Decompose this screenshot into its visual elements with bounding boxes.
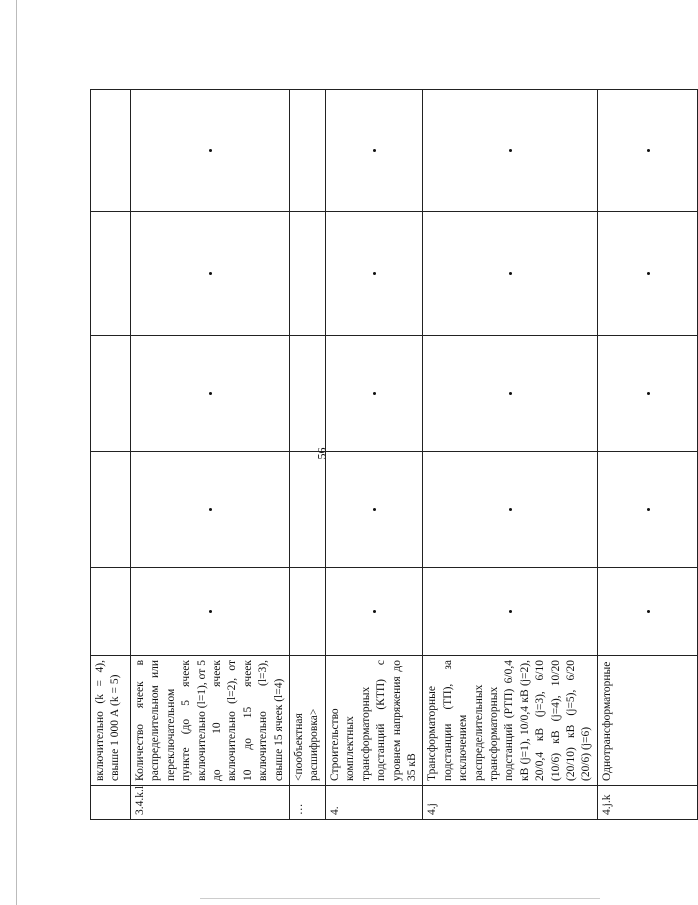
row-value-cell bbox=[325, 212, 422, 336]
table-row bbox=[597, 90, 697, 820]
table-row bbox=[131, 90, 290, 820]
row-value-cell bbox=[597, 568, 697, 656]
table-row bbox=[325, 90, 422, 820]
table-body bbox=[91, 90, 698, 820]
row-value-cell bbox=[597, 336, 697, 452]
row-value-cell bbox=[325, 90, 422, 212]
row-value-cell bbox=[290, 212, 326, 336]
row-code-cell: 4.j bbox=[423, 786, 597, 820]
row-value-cell bbox=[290, 90, 326, 212]
dash-mark-icon bbox=[209, 508, 212, 511]
dash-mark-icon bbox=[373, 272, 376, 275]
dash-mark-icon bbox=[209, 149, 212, 152]
row-value-cell bbox=[423, 90, 597, 212]
row-value-cell bbox=[131, 452, 290, 568]
row-value-cell bbox=[91, 90, 131, 212]
dash-mark-icon bbox=[373, 508, 376, 511]
dash-mark-icon bbox=[209, 272, 212, 275]
row-value-cell bbox=[290, 336, 326, 452]
dash-mark-icon bbox=[373, 610, 376, 613]
row-value-cell bbox=[325, 336, 422, 452]
row-value-cell bbox=[597, 90, 697, 212]
row-value-cell bbox=[423, 212, 597, 336]
row-description-cell: Однотрансформаторные bbox=[597, 656, 697, 786]
row-value-cell bbox=[597, 212, 697, 336]
row-value-cell bbox=[91, 212, 131, 336]
document-table bbox=[90, 89, 698, 820]
row-value-cell bbox=[290, 568, 326, 656]
row-code-cell: 4. bbox=[325, 786, 422, 820]
dash-mark-icon bbox=[509, 610, 512, 613]
page-number-text: 56 bbox=[314, 447, 329, 459]
row-value-cell bbox=[91, 568, 131, 656]
row-value-cell bbox=[325, 452, 422, 568]
row-description-cell: Количество ячеек в распределительном или переключательном пункте (до 5 ячеек включительно (l=1), от 5 до 10 ячеек включительно (l=2), от 10 до 15 ячеек включительно (l=3), свыше 15 ячеек (l=4) bbox=[131, 656, 290, 786]
row-value-cell bbox=[131, 90, 290, 212]
dash-mark-icon bbox=[209, 392, 212, 395]
row-value-cell bbox=[290, 452, 326, 568]
row-value-cell bbox=[131, 568, 290, 656]
dash-mark-icon bbox=[647, 610, 650, 613]
dash-mark-icon bbox=[647, 272, 650, 275]
row-code-cell bbox=[91, 786, 131, 820]
row-value-cell bbox=[423, 452, 597, 568]
row-value-cell bbox=[91, 336, 131, 452]
row-value-cell bbox=[597, 452, 697, 568]
rotated-table-frame bbox=[90, 90, 613, 820]
dash-mark-icon bbox=[509, 392, 512, 395]
row-value-cell bbox=[423, 568, 597, 656]
dash-mark-icon bbox=[509, 508, 512, 511]
scan-edge-line bbox=[16, 0, 17, 905]
row-description-cell: Трансформаторные подстанции (ТП), за исключением распределительных трансформаторных подстанций (РТП) 6/0,4 кВ (j=1), 10/0,4 кВ (j=2), 20/0,4 кВ (j=3), 6/10 (10/6) кВ (j=4), 10/20 (20/10) кВ (j=5), 6/20 (20/6) (j=6) bbox=[423, 656, 597, 786]
row-description-cell: Строительство комплектных трансформаторных подстанций (КТП) с уровнем напряжения до 35 кВ bbox=[325, 656, 422, 786]
row-value-cell bbox=[131, 212, 290, 336]
dash-mark-icon bbox=[647, 392, 650, 395]
row-description-cell: включительно (k = 4), свыше 1 000 А (k = 5) bbox=[91, 656, 131, 786]
dash-mark-icon bbox=[647, 508, 650, 511]
dash-mark-icon bbox=[373, 149, 376, 152]
dash-mark-icon bbox=[647, 149, 650, 152]
dash-mark-icon bbox=[509, 149, 512, 152]
row-code-cell: 3.4.k.l bbox=[131, 786, 290, 820]
table-row bbox=[290, 90, 326, 820]
dash-mark-icon bbox=[209, 610, 212, 613]
table-row bbox=[423, 90, 597, 820]
row-value-cell bbox=[423, 336, 597, 452]
dash-mark-icon bbox=[509, 272, 512, 275]
rotated-table-container bbox=[90, 90, 613, 820]
table-row bbox=[91, 90, 131, 820]
row-code-cell: 4.j.k bbox=[597, 786, 697, 820]
dash-mark-icon bbox=[373, 392, 376, 395]
row-value-cell bbox=[325, 568, 422, 656]
row-value-cell bbox=[91, 452, 131, 568]
row-code-cell: … bbox=[290, 786, 326, 820]
row-value-cell bbox=[131, 336, 290, 452]
scan-bottom-line bbox=[200, 898, 600, 899]
row-description-cell: <пообъектная расшифровка> bbox=[290, 656, 326, 786]
